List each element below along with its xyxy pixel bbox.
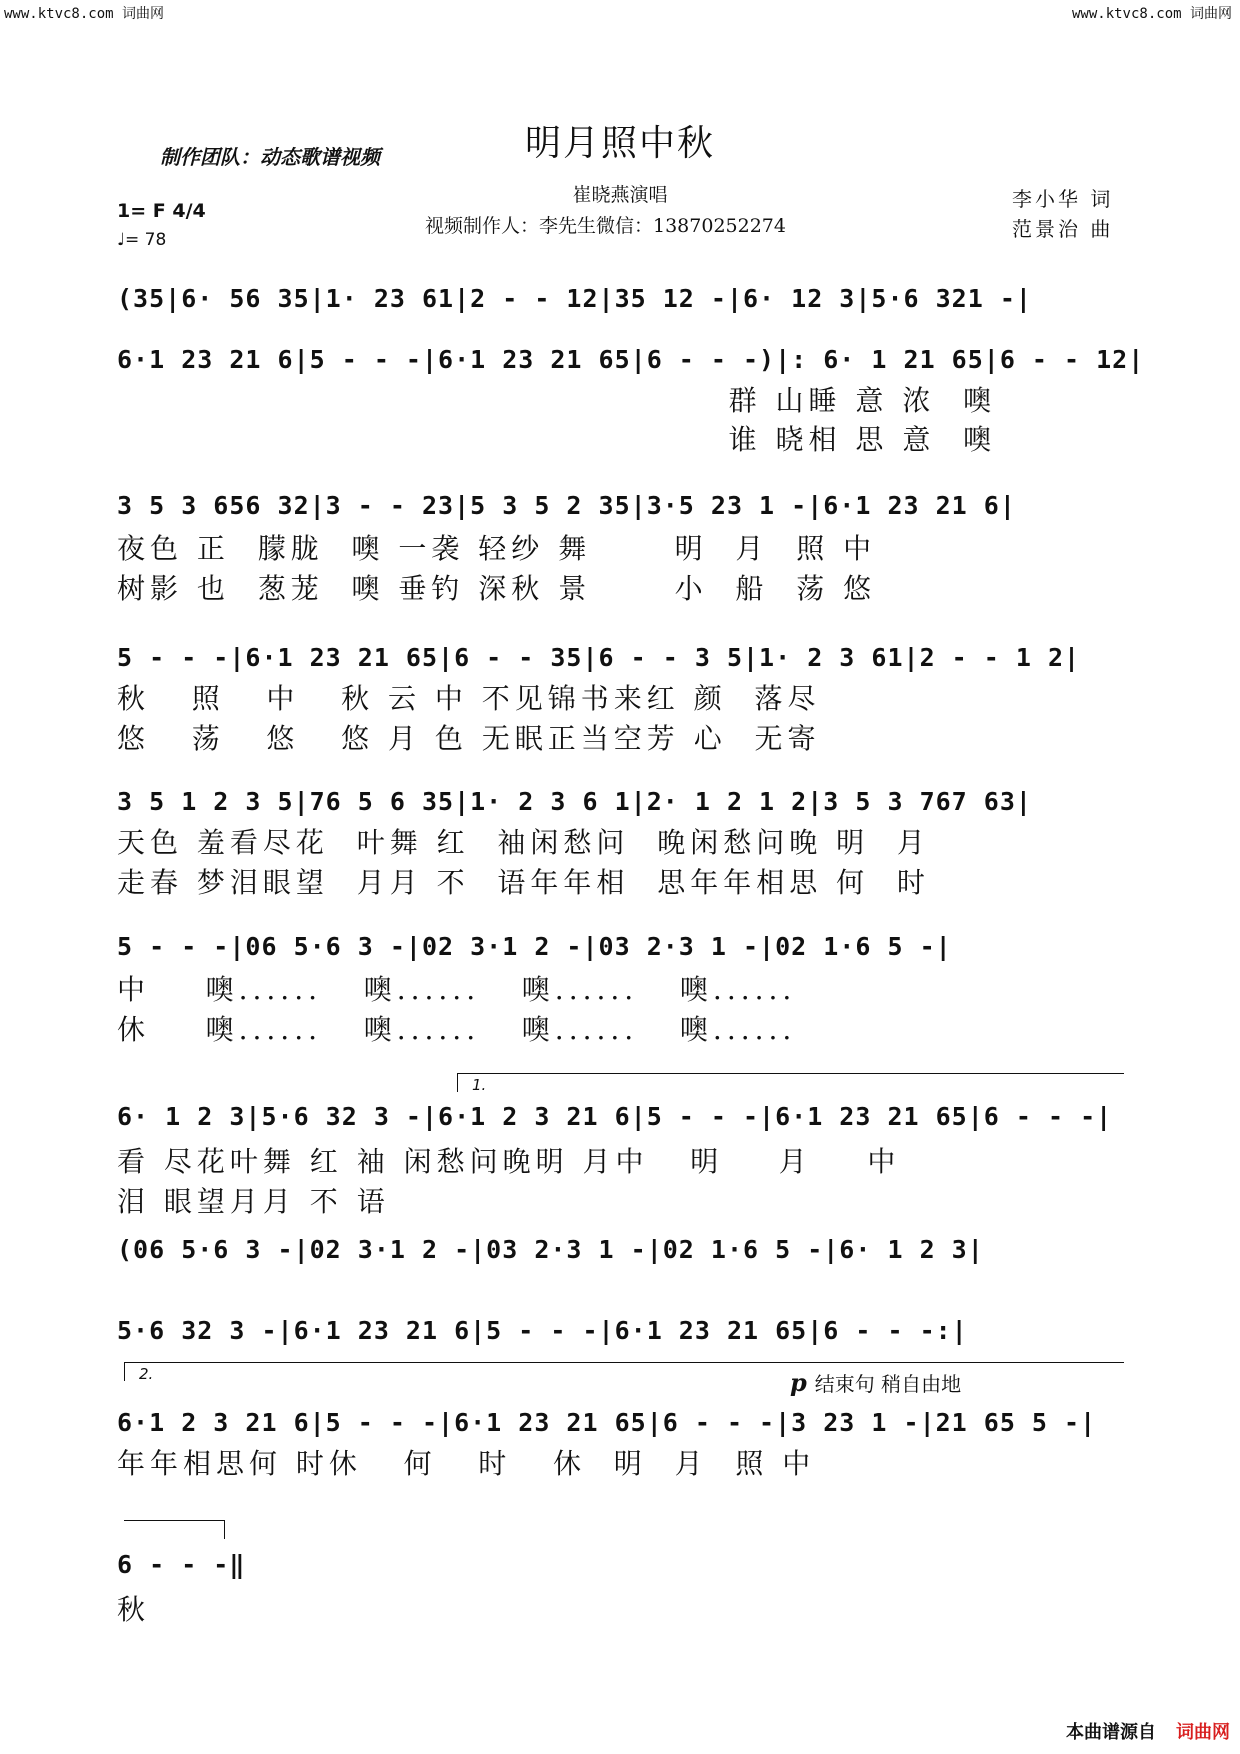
second-ending-label: 2. xyxy=(139,1365,154,1383)
lyric-verse-1: 夜色 正 朦胧 噢 一袭 轻纱 舞 明 月 照 中 xyxy=(117,532,877,565)
lyric-verse-2: 谁 晓相 思 意 噢 xyxy=(117,423,997,456)
notation-line: 6·1 23 21 6|5 - - -|6·1 23 21 65|6 - - -)|: 6· 1 21 65|6 - - 12| xyxy=(117,345,1145,374)
singer: 崔晓燕演唱 xyxy=(572,184,668,206)
notation-line: 5 - - -|6·1 23 21 65|6 - - 35|6 - - 3 5|1· 2 3 61|2 - - 1 2| xyxy=(117,643,1081,672)
dynamics-text: 结束句 稍自由地 xyxy=(814,1372,962,1396)
composer: 范景治 曲 xyxy=(1012,217,1114,241)
lyric-verse-1: 中 噢...... 噢...... 噢...... 噢...... xyxy=(117,973,797,1006)
notation-line: (06 5·6 3 -|02 3·1 2 -|03 2·3 1 -|02 1·6 5 -|6· 1 2 3| xyxy=(117,1235,984,1264)
final-ending-bracket xyxy=(124,1520,225,1539)
production-team: 制作团队：动态歌谱视频 xyxy=(160,145,380,169)
notation-line: 5 - - -|06 5·6 3 -|02 3·1 2 -|03 2·3 1 -|02 1·6 5 -| xyxy=(117,932,952,961)
source-footer xyxy=(1066,1718,1230,1744)
site-logo[interactable]: 词曲网 xyxy=(1176,1722,1230,1743)
second-ending-bracket xyxy=(124,1362,1124,1381)
lyric-verse-1: 看 尽花叶舞 红 袖 闲愁问晚明 月中 明 月 中 xyxy=(117,1145,901,1178)
lyric-verse-2: 泪 眼望月月 不 语 xyxy=(117,1185,390,1218)
song-title: 明月照中秋 xyxy=(524,123,715,164)
notation-line: 6 - - -‖ xyxy=(117,1550,246,1579)
notation-line: 3 5 1 2 3 5|76 5 6 35|1· 2 3 6 1|2· 1 2 1 2|3 5 3 767 63| xyxy=(117,787,1032,816)
watermark-left[interactable]: www.ktvc8.com 词曲网 xyxy=(4,6,165,22)
lyric-verse-1: 群 山睡 意 浓 噢 xyxy=(117,384,997,417)
lyric-verse-2: 树影 也 葱茏 噢 垂钓 深秋 景 小 船 荡 悠 xyxy=(117,572,877,605)
lyric-verse-1: 秋 照 中 秋 云 中 不见锦书来红 颜 落尽 xyxy=(117,682,821,715)
lyric-verse-2: 休 噢...... 噢...... 噢...... 噢...... xyxy=(117,1013,797,1046)
dynamics-marking xyxy=(790,1368,961,1397)
notation-line: 6·1 2 3 21 6|5 - - -|6·1 23 21 65|6 - - -|3 23 1 -|21 65 5 -| xyxy=(117,1408,1097,1437)
lyric-verse-1: 秋 xyxy=(117,1593,151,1626)
lyric-verse-2: 走春 梦泪眼望 月月 不 语年年相 思年年相思 何 时 xyxy=(117,866,930,899)
lyricist: 李小华 词 xyxy=(1012,187,1114,211)
tempo-mark: ♩= 78 xyxy=(117,230,167,250)
notation-line: 3 5 3 656 32|3 - - 23|5 3 5 2 35|3·5 23 1 -|6·1 23 21 6| xyxy=(117,491,1016,520)
video-producer: 视频制作人：李先生微信：13870252274 xyxy=(425,215,786,237)
lyric-verse-2: 悠 荡 悠 悠 月 色 无眠正当空芳 心 无寄 xyxy=(117,722,821,755)
first-ending-bracket xyxy=(457,1073,1124,1092)
notation-line: (35|6· 56 35|1· 23 61|2 - - 12|35 12 -|6· 12 3|5·6 321 -| xyxy=(117,284,1032,313)
lyric-verse-1: 年年相思何 时休 何 时 休 明 月 照 中 xyxy=(117,1447,816,1480)
piano-mark: p xyxy=(790,1368,807,1397)
footer-text: 本曲谱源自 xyxy=(1066,1722,1156,1743)
first-ending-label: 1. xyxy=(472,1076,487,1094)
notation-line: 5·6 32 3 -|6·1 23 21 6|5 - - -|6·1 23 21 65|6 - - -:| xyxy=(117,1316,968,1345)
watermark-right[interactable]: www.ktvc8.com 词曲网 xyxy=(1071,6,1232,22)
notation-line: 6· 1 2 3|5·6 32 3 -|6·1 2 3 21 6|5 - - -|6·1 23 21 65|6 - - -| xyxy=(117,1102,1113,1131)
key-signature: 1= F 4/4 xyxy=(117,200,206,222)
lyric-verse-1: 天色 羞看尽花 叶舞 红 袖闲愁问 晚闲愁问晚 明 月 xyxy=(117,826,930,859)
